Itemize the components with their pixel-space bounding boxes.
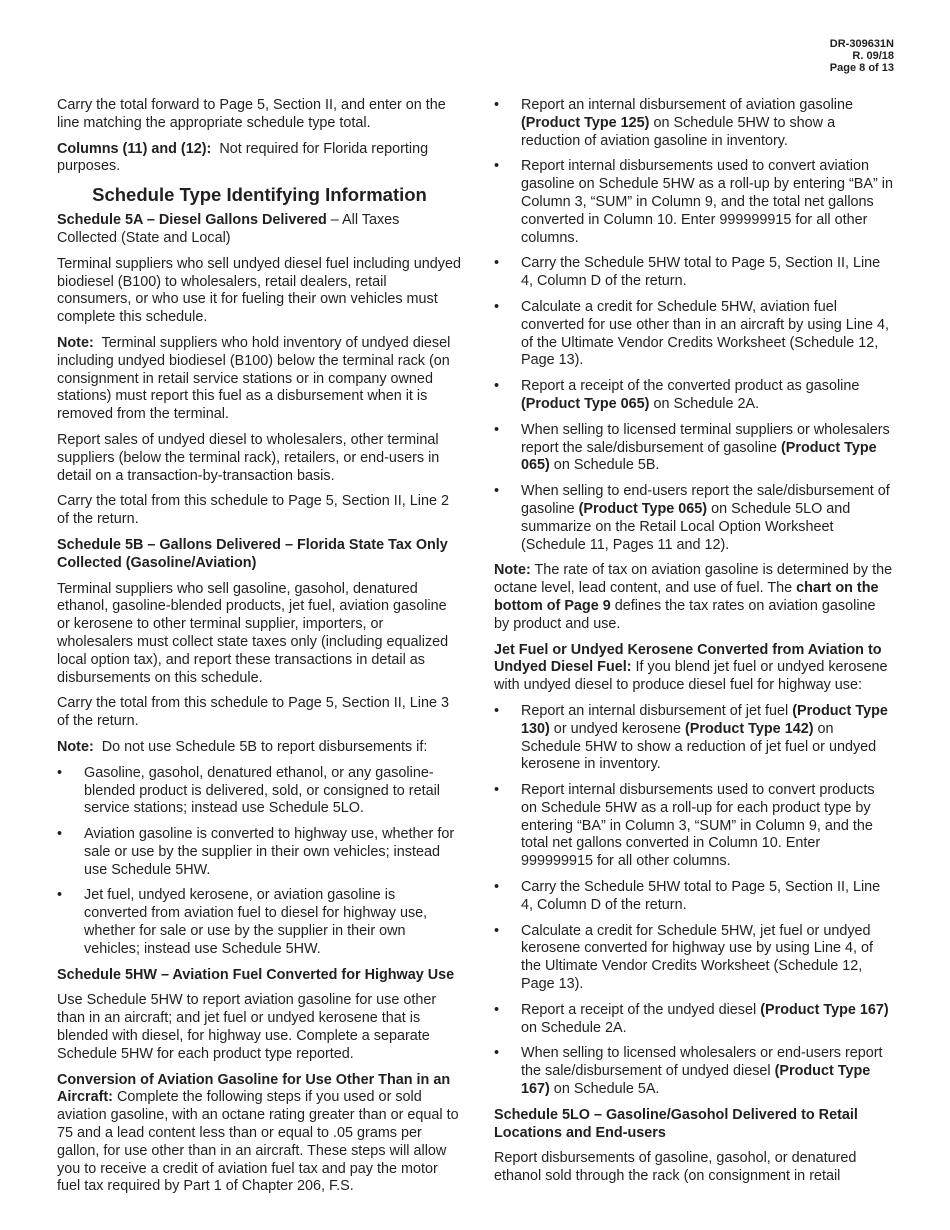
product-type: (Product Type 130)	[521, 702, 888, 737]
list-item	[494, 483, 894, 554]
note-text: Terminal suppliers who hold inventory of undyed diesel including undyed biodiesel (B100) below the terminal rack (on consignment in retail service stations or in company owned stations) must report this fuel as a disbursement when it is removed from the terminal.	[57, 334, 451, 423]
form-revision: R. 09/18	[852, 50, 894, 62]
text: When selling to licensed wholesalers or end-users report the sale/disbursement of undyed diesel	[521, 1045, 883, 1080]
carry-total-paragraph: Carry the total forward to Page 5, Section II, and enter on the line matching the appropriate schedule type total.	[57, 97, 446, 131]
list-item: • Aviation gasoline is converted to highway use, whether for sale or use by the supplier in their own vehicles; instead use Schedule 5HW.	[57, 826, 462, 879]
chart-reference: chart on the bottom of Page 9	[494, 580, 879, 614]
list-item	[494, 1002, 894, 1038]
schedule-5a-title-rest: – All Taxes Collected (State and Local)	[57, 212, 400, 246]
schedule-5hw-paragraph-1: Use Schedule 5HW to report aviation gasoline for use other than in an aircraft; and jet fuel or undyed kerosene that is blended with diesel, for highway use. Complete a separate Schedule 5HW for each product type reported.	[57, 992, 437, 1062]
text: Report a receipt of the converted product as gasoline	[521, 378, 860, 395]
schedule-5b-paragraph-1: Terminal suppliers who sell gasoline, gasohol, denatured ethanol, gasoline-blended products, jet fuel, aviation gasoline or kerosene to other terminal supplier, importers, or wholesalers must collect state taxes only (including equalized local option tax), and report these transactions in detail as disbursements on this schedule.	[57, 580, 449, 686]
note-text: Do not use Schedule 5B to report disbursements if:	[101, 738, 428, 755]
schedule-5hw-title: Schedule 5HW – Aviation Fuel Converted for Highway Use	[57, 966, 455, 983]
note-label: Note:	[57, 334, 94, 351]
conversion-label: Conversion of Aviation Gasoline for Use Other Than in an Aircraft:	[57, 1071, 451, 1106]
list-item: • Calculate a credit for Schedule 5HW, aviation fuel converted for use other than in an aircraft by using Line 4, of the Ultimate Vendor Credits Worksheet (Schedule 12, Page 13).	[494, 299, 894, 370]
product-type: (Product Type 065)	[521, 395, 650, 412]
text: on Schedule 5B.	[549, 457, 660, 474]
right-column	[494, 97, 894, 1194]
schedule-5a-title-bold: Schedule 5A – Diesel Gallons Delivered	[57, 212, 327, 229]
text: on Schedule 2A.	[649, 395, 760, 412]
list-item	[494, 378, 894, 414]
columns-text: Not required for Florida reporting purposes.	[57, 140, 429, 175]
list-item: • Report internal disbursements used to convert aviation gasoline on Schedule 5HW as a roll-up by entering “BA” in Column 3, “SUM” in Column 9, and the total net gallons converted in Column 10. Enter 999999915 for all other columns.	[494, 158, 894, 247]
schedule-5a-paragraph-3: Carry the total from this schedule to Page 5, Section II, Line 2 of the return.	[57, 493, 449, 528]
note-label: Note:	[57, 738, 94, 755]
product-type: (Product Type 167)	[521, 1063, 871, 1098]
list-item	[494, 703, 894, 774]
columns-label: Columns (11) and (12):	[57, 140, 212, 157]
page-number: Page 8 of 13	[829, 62, 894, 74]
text: The rate of tax on aviation gasoline is determined by the octane level, lead content, and use of fuel. The	[494, 562, 893, 597]
conversion-text: Complete the following steps if you used or sold aviation gasoline, with an octane rating greater than or equal to 75 and a lead content less than or equal to .05 grams per gallon, for use other than in an aircraft. These steps will allow you to receive a credit of aviation fuel tax and pay the motor fuel tax required by Part 1 of Chapter 206, F.S.	[57, 1089, 459, 1195]
list-item	[494, 97, 894, 150]
schedule-5lo-title: Schedule 5LO – Gasoline/Gasohol Delivered to Retail Locations and End-users	[494, 1106, 858, 1141]
text: on Schedule 5HW to show a reduction of jet fuel or undyed kerosene in inventory.	[521, 720, 877, 773]
text: on Schedule 2A.	[521, 1019, 627, 1036]
product-type: (Product Type 167)	[760, 1001, 889, 1018]
jet-fuel-label: Jet Fuel or Undyed Kerosene Converted from Aviation to Undyed Diesel Fuel:	[494, 641, 882, 676]
list-item: • Calculate a credit for Schedule 5HW, jet fuel or undyed kerosene converted for highway use by using Line 4, of the Ultimate Vendor Credits Worksheet (Schedule 12, Page 13).	[494, 923, 894, 994]
jet-fuel-steps-list	[494, 703, 894, 1099]
list-item: • Gasoline, gasohol, denatured ethanol, or any gasoline-blended product is delivered, sold, or consigned to retail service stations; instead use Schedule 5LO.	[57, 765, 462, 818]
schedule-5b-title: Schedule 5B – Gallons Delivered – Florida State Tax Only Collected (Gasoline/Aviation)	[57, 536, 448, 571]
schedule-5a-paragraph-1: Terminal suppliers who sell undyed diesel fuel including undyed biodiesel (B100) to wholesalers, retail dealers, retail consumers, or who use it for fueling their own vehicles must complete this schedule.	[57, 255, 461, 326]
product-type: (Product Type 065)	[578, 500, 708, 517]
left-column	[57, 97, 462, 1204]
schedule-5b-bullet-list	[57, 765, 462, 959]
text: When selling to end-users report the sale/disbursement of gasoline	[521, 483, 890, 517]
schedule-5lo-paragraph-1: Report disbursements of gasoline, gasohol, or denatured ethanol sold through the rack (on consignment in retail	[494, 1150, 857, 1185]
text: Report an internal disbursement of aviation gasoline	[521, 97, 853, 113]
text: on Schedule 5A.	[549, 1081, 660, 1098]
text: defines the tax rates on aviation gasoline by product and use.	[494, 597, 876, 632]
section-heading: Schedule Type Identifying Information	[92, 184, 427, 206]
product-type: (Product Type 142)	[685, 720, 814, 737]
list-item	[494, 1045, 894, 1098]
schedule-5b-note	[57, 739, 462, 757]
columns-paragraph	[57, 141, 462, 177]
form-number: DR-309631N	[829, 38, 894, 50]
product-type: (Product Type 065)	[521, 439, 877, 474]
product-type: (Product Type 125)	[521, 114, 650, 131]
aviation-steps-list	[494, 97, 894, 554]
note-label: Note:	[494, 562, 531, 579]
text: Report a receipt of the undyed diesel	[521, 1001, 761, 1018]
aviation-tax-note	[494, 562, 894, 633]
jet-fuel-text: If you blend jet fuel or undyed kerosene with undyed diesel to produce diesel fuel for highway use:	[494, 659, 888, 694]
text: or undyed kerosene	[549, 720, 686, 737]
jet-fuel-paragraph	[494, 642, 894, 695]
text: on Schedule 5HW to show a reduction of aviation gasoline in inventory.	[521, 114, 836, 149]
schedule-5a-note	[57, 335, 462, 424]
text: Report an internal disbursement of jet fuel	[521, 702, 793, 719]
conversion-paragraph	[57, 1072, 462, 1197]
text: on Schedule 5LO and summarize on the Retail Local Option Worksheet (Schedule 11, Pages 11 and 12).	[521, 500, 851, 553]
list-item: • Carry the Schedule 5HW total to Page 5, Section II, Line 4, Column D of the return.	[494, 255, 894, 291]
list-item: • Carry the Schedule 5HW total to Page 5, Section II, Line 4, Column D of the return.	[494, 879, 894, 915]
schedule-5a-title	[57, 212, 462, 248]
schedule-5a-paragraph-2: Report sales of undyed diesel to wholesalers, other terminal suppliers (below the terminal rack), retailers, or end-users in detail on a transaction-by-transaction basis.	[57, 431, 440, 484]
list-item: • Report internal disbursements used to convert products on Schedule 5HW as a roll-up for each product type by entering “BA” in Column 3, “SUM” in Column 9, and the total net gallons converted in Column 10. Enter 999999915 for all other columns.	[494, 782, 894, 871]
text: When selling to licensed terminal suppliers or wholesalers report the sale/disbursement of gasoline	[521, 421, 890, 456]
form-header	[830, 38, 894, 74]
schedule-5b-paragraph-2: Carry the total from this schedule to Page 5, Section II, Line 3 of the return.	[57, 695, 449, 730]
list-item	[494, 422, 894, 475]
list-item: • Jet fuel, undyed kerosene, or aviation gasoline is converted from aviation fuel to diesel for highway use, whether for sale or use by the supplier in their own vehicles; instead use Schedule 5HW.	[57, 887, 462, 958]
